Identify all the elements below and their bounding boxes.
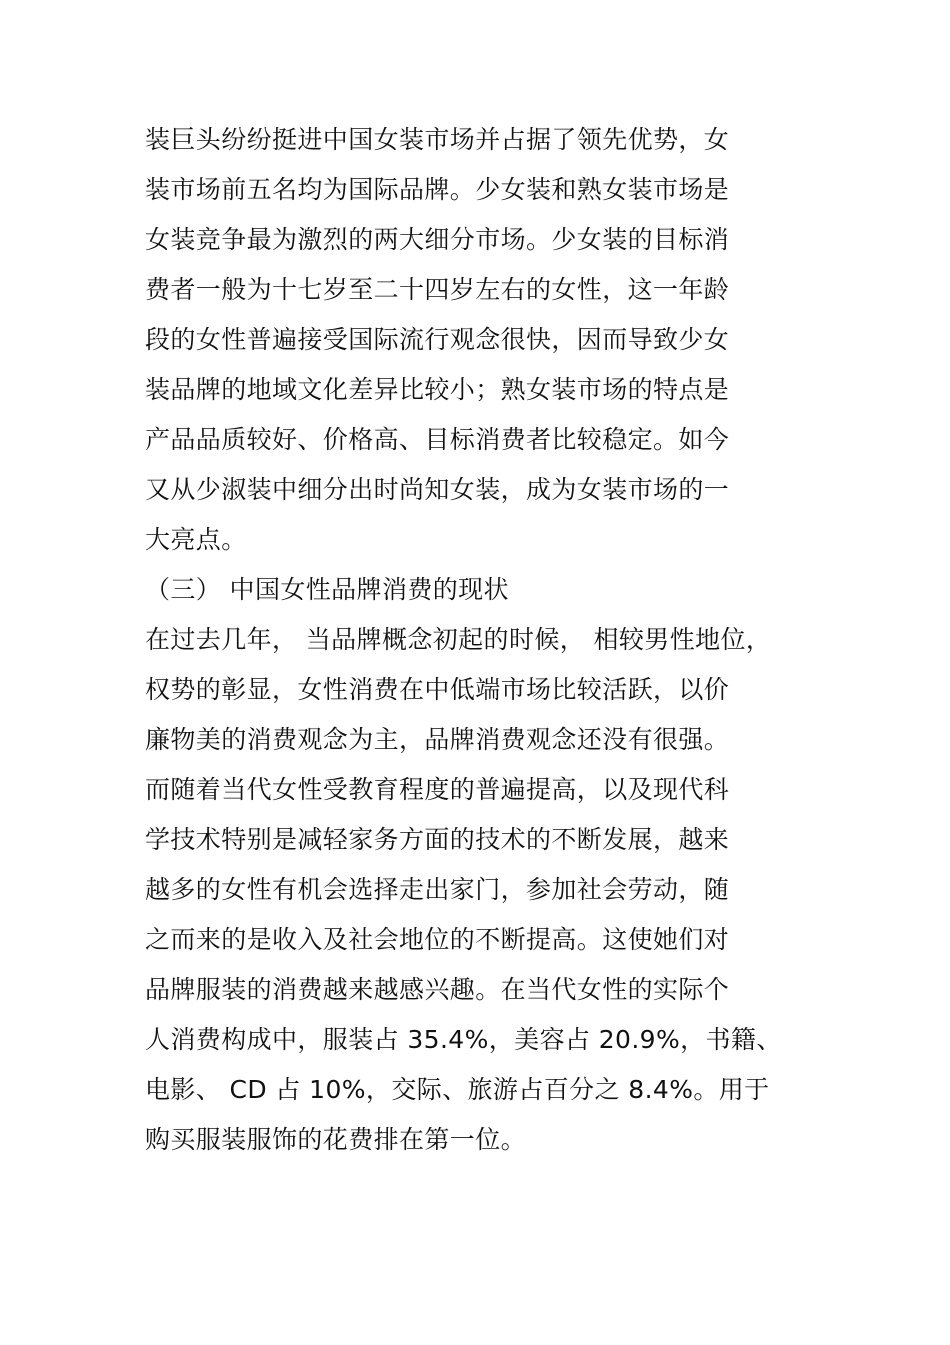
paragraph-line: 装品牌的地域文化差异比较小；熟女装市场的特点是 <box>145 375 730 404</box>
paragraph-line: 大亮点。 <box>145 525 247 554</box>
paragraph-line: 越多的女性有机会选择走出家门，参加社会劳动，随 <box>145 875 730 904</box>
paragraph-line: 学技术特别是减轻家务方面的技术的不断发展，越来 <box>145 825 730 854</box>
paragraph-line: 费者一般为十七岁至二十四岁左右的女性，这一年龄 <box>145 275 730 304</box>
paragraph-line: 廉物美的消费观念为主，品牌消费观念还没有很强。 <box>145 725 730 754</box>
paragraph-line: 而随着当代女性受教育程度的普遍提高，以及现代科 <box>145 775 730 804</box>
paragraph-line: 电影、 CD 占 10%，交际、旅游占百分之 8.4%。用于 <box>145 1075 770 1104</box>
paragraph-line: 人消费构成中，服装占 35.4%，美容占 20.9%，书籍、 <box>145 1025 782 1054</box>
paragraph-line: 在过去几年， 当品牌概念初起的时候， 相较男性地位， <box>145 625 772 654</box>
paragraph-line: 装市场前五名均为国际品牌。少女装和熟女装市场是 <box>145 175 730 204</box>
paragraph-line: 品牌服装的消费越来越感兴趣。在当代女性的实际个 <box>145 975 730 1004</box>
paragraph-line: 又从少淑装中细分出时尚知女装，成为女装市场的一 <box>145 475 730 504</box>
section-heading: （三） 中国女性品牌消费的现状 <box>145 575 509 604</box>
paragraph-line: 权势的彰显，女性消费在中低端市场比较活跃，以价 <box>145 675 730 704</box>
paragraph-line: 产品品质较好、价格高、目标消费者比较稳定。如今 <box>145 425 730 454</box>
paragraph-line: 之而来的是收入及社会地位的不断提高。这使她们对 <box>145 925 730 954</box>
paragraph-line: 段的女性普遍接受国际流行观念很快，因而导致少女 <box>145 325 730 354</box>
paragraph-line: 装巨头纷纷挺进中国女装市场并占据了领先优势，女 <box>145 125 730 154</box>
paragraph-line: 女装竞争最为激烈的两大细分市场。少女装的目标消 <box>145 225 730 254</box>
paragraph-line: 购买服装服饰的花费排在第一位。 <box>145 1125 527 1154</box>
